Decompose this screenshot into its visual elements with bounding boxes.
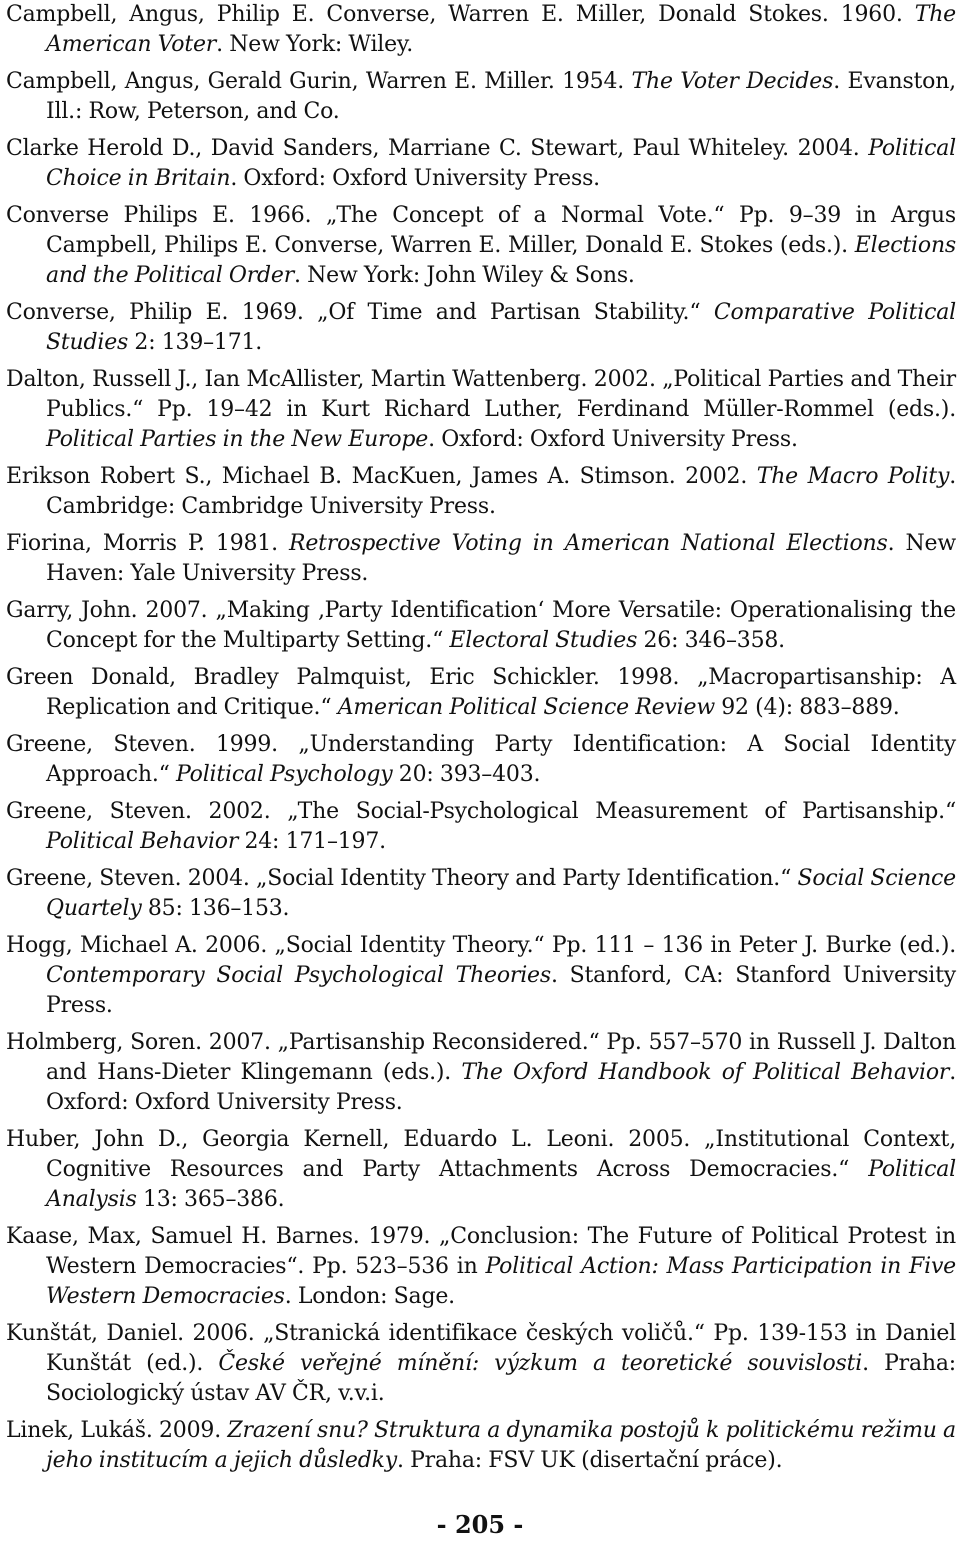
reference-text: . Evanston, Ill.: Row, Peterson, and Co. [46, 69, 956, 124]
reference-text: 24: 171–197. [238, 829, 386, 854]
reference-text: Kunštát, Daniel. 2006. „Stranická identifikace českých voličů.“ Pp. 139-153 in Daniel Kunštát (ed.). [6, 1321, 956, 1376]
reference-text: Garry, John. 2007. „Making ‚Party Identification‘ More Versatile: Operationalising the Concept for the Multiparty Setting.“ [6, 598, 956, 653]
reference-text: Converse Philips E. 1966. „The Concept of a Normal Vote.“ Pp. 9–39 in Argus Campbell, Philips E. Converse, Warren E. Miller, Donald E. Stokes (eds.). [6, 203, 956, 258]
reference-title: Political Analysis [46, 1157, 956, 1212]
reference-entry [6, 1222, 956, 1312]
reference-text: 85: 136–153. [141, 896, 290, 921]
reference-title: Contemporary Social Psychological Theories [46, 963, 551, 988]
reference-text: Greene, Steven. 1999. „Understanding Party Identification: A Social Identity Approach.“ [6, 732, 956, 787]
reference-text: . Oxford: Oxford University Press. [428, 427, 798, 452]
reference-title: Political Choice in Britain [46, 136, 956, 191]
reference-title: České veřejné mínění: výzkum a teoretické souvislosti [218, 1351, 863, 1376]
reference-entry [6, 931, 956, 1021]
page-number: - 205 - [436, 1510, 524, 1539]
reference-entry [6, 67, 956, 127]
reference-title: The Voter Decides [631, 69, 834, 94]
reference-text: . Cambridge: Cambridge University Press. [46, 464, 956, 519]
reference-text: Fiorina, Morris P. 1981. [6, 531, 289, 556]
reference-text: . Stanford, CA: Stanford University Press. [46, 963, 956, 1018]
reference-text: 92 (4): 883–889. [714, 695, 900, 720]
reference-entry [6, 134, 956, 194]
reference-title: Retrospective Voting in American National Elections [288, 531, 888, 556]
reference-text: 26: 346–358. [637, 628, 785, 653]
reference-text: . New York: Wiley. [216, 32, 414, 57]
reference-title: Electoral Studies [449, 628, 638, 653]
reference-text: . Oxford: Oxford University Press. [230, 166, 600, 191]
reference-text: Greene, Steven. 2002. „The Social-Psychological Measurement of Partisanship.“ [6, 799, 956, 824]
reference-text: Clarke Herold D., David Sanders, Marriane C. Stewart, Paul Whiteley. 2004. [6, 136, 869, 161]
reference-entry [6, 596, 956, 656]
reference-text: 20: 393–403. [392, 762, 541, 787]
reference-text: Huber, John D., Georgia Kernell, Eduardo L. Leoni. 2005. „Institutional Context, Cognitive Resources and Party Attachments Across Democracies.“ [6, 1127, 956, 1182]
reference-text: . New York: John Wiley & Sons. [294, 263, 635, 288]
reference-entry [6, 1416, 956, 1476]
reference-entry [6, 365, 956, 455]
reference-title: Social Science Quartely [46, 866, 956, 921]
reference-text: Dalton, Russell J., Ian McAllister, Martin Wattenberg. 2002. „Political Parties and Their Publics.“ Pp. 19–42 in Kurt Richard Luther, Ferdinand Müller-Rommel (eds.). [6, 367, 956, 422]
reference-entry [6, 864, 956, 924]
reference-entry [6, 1319, 956, 1409]
reference-text: Hogg, Michael A. 2006. „Social Identity Theory.“ Pp. 111 – 136 in Peter J. Burke (ed.). [6, 933, 956, 958]
reference-text: . New Haven: Yale University Press. [46, 531, 956, 586]
reference-title: Zrazení snu? Struktura a dynamika postojů k politickému režimu a jeho institucím a jejich důsledky [46, 1418, 956, 1473]
reference-entry [6, 201, 956, 291]
reference-title: Political Behavior [46, 829, 239, 854]
reference-entry [6, 730, 956, 790]
reference-text: 2: 139–171. [128, 330, 263, 355]
reference-title: The Macro Polity [756, 464, 950, 489]
reference-text: . Praha: Sociologický ústav AV ČR, v.v.i. [46, 1351, 957, 1406]
reference-title: Political Action: Mass Participation in Five Western Democracies [46, 1254, 956, 1309]
reference-text: . Praha: FSV UK (disertační práce). [396, 1448, 783, 1473]
reference-text: Erikson Robert S., Michael B. MacKuen, James A. Stimson. 2002. [6, 464, 757, 489]
reference-entry [6, 797, 956, 857]
reference-text: Holmberg, Soren. 2007. „Partisanship Reconsidered.“ Pp. 557–570 in Russell J. Dalton and Hans-Dieter Klingemann (eds.). [6, 1030, 956, 1085]
reference-entry [6, 1028, 956, 1118]
reference-entry [6, 1125, 956, 1215]
reference-text: Campbell, Angus, Gerald Gurin, Warren E. Miller. 1954. [6, 69, 632, 94]
reference-title: Political Psychology [175, 762, 393, 787]
reference-title: The American Voter [46, 2, 956, 57]
reference-entry [6, 529, 956, 589]
reference-entry [6, 663, 956, 723]
reference-text: 13: 365–386. [136, 1187, 285, 1212]
reference-entry [6, 298, 956, 358]
reference-text: Campbell, Angus, Philip E. Converse, Warren E. Miller, Donald Stokes. 1960. [6, 2, 915, 27]
reference-text: . London: Sage. [284, 1284, 455, 1309]
reference-title: American Political Science Review [337, 695, 715, 720]
reference-text: Converse, Philip E. 1969. „Of Time and Partisan Stability.“ [6, 300, 714, 325]
reference-text: Linek, Lukáš. 2009. [6, 1418, 228, 1443]
reference-entry [6, 0, 956, 60]
reference-title: Comparative Political Studies [46, 300, 956, 355]
reference-list [6, 0, 956, 1483]
reference-title: The Oxford Handbook of Political Behavior [461, 1060, 950, 1085]
reference-text: Greene, Steven. 2004. „Social Identity Theory and Party Identification.“ [6, 866, 798, 891]
reference-text: . Oxford: Oxford University Press. [46, 1060, 957, 1115]
reference-title: Elections and the Political Order [46, 233, 956, 288]
reference-title: Political Parties in the New Europe [46, 427, 429, 452]
reference-entry [6, 462, 956, 522]
reference-text: Kaase, Max, Samuel H. Barnes. 1979. „Conclusion: The Future of Political Protest in Western Democracies“. Pp. 523–536 in [6, 1224, 956, 1279]
reference-text: Green Donald, Bradley Palmquist, Eric Schickler. 1998. „Macropartisanship: A Replication and Critique.“ [6, 665, 956, 720]
